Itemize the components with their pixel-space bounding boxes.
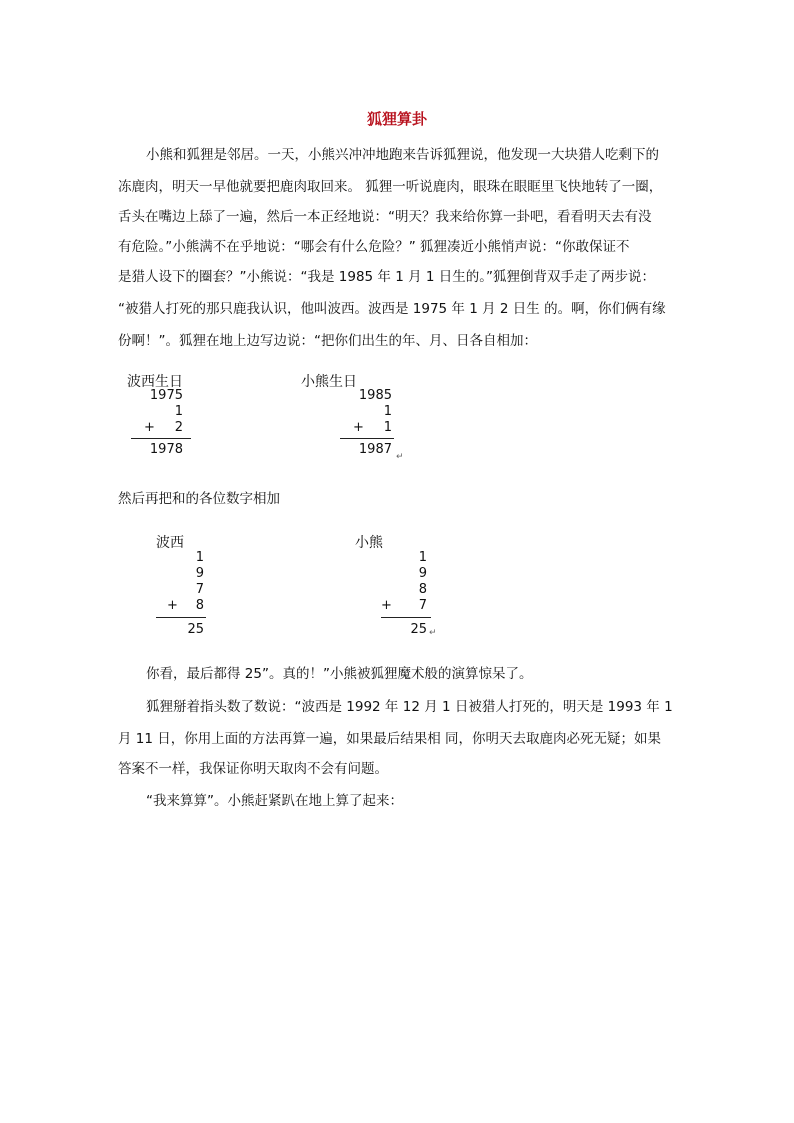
calc-result: 25 xyxy=(187,622,204,637)
calc-number: 2 xyxy=(174,420,183,435)
paragraph1-line-7: 份啊！”。狐狸在地上边写边说：“把你们出生的年、月、日各自相加： xyxy=(118,333,537,349)
calc-number: 8 xyxy=(195,598,204,613)
paragraph3-line-1: 狐狸掰着指头数了数说：“波西是 1992 年 12 月 1 日被猎人打死的，明天是 1993 年 1 xyxy=(146,699,673,715)
paragraph1-line-6: “被猎人打死的那只鹿我认识，他叫波西。波西是 1975 年 1 月 2 日生 的。啊，你们俩有缘 xyxy=(118,301,666,317)
document-title: 狐狸算卦 xyxy=(366,110,427,128)
paragraph1-line-1: 小熊和狐狸是邻居。一天，小熊兴冲冲地跑来告诉狐狸说，他发现一大块猎人吃剩下的 xyxy=(146,147,659,163)
calc-number: 8 xyxy=(418,582,427,597)
calc-number: 7 xyxy=(195,582,204,597)
middle-line: 然后再把和的各位数字相加 xyxy=(118,491,280,507)
sum-rule xyxy=(381,617,431,618)
paragraph3-line-3: 答案不一样，我保证你明天取肉不会有问题。 xyxy=(118,761,388,777)
calc-label-xiaoxiong: 小熊 xyxy=(355,535,383,551)
paragraph1-line-2: 冻鹿肉，明天一早他就要把鹿肉取回来。 狐狸一听说鹿肉，眼珠在眼眶里飞快地转了一圈， xyxy=(118,179,663,195)
plus-sign: + xyxy=(144,420,155,435)
calc-label-bosi-birthday: 波西生日 xyxy=(127,374,183,390)
sum-rule xyxy=(131,438,191,439)
plus-sign: + xyxy=(167,598,178,613)
calc-number: 1985 xyxy=(358,388,392,403)
paragraph2: 你看，最后都得 25”。真的！”小熊被狐狸魔术般的演算惊呆了。 xyxy=(146,666,533,682)
calc-number: 1 xyxy=(383,420,392,435)
calc-result: 1987 xyxy=(358,442,392,457)
calc-result: 1978 xyxy=(149,442,183,457)
paragraph4: “我来算算”。小熊赶紧趴在地上算了起来： xyxy=(146,793,403,809)
plus-sign: + xyxy=(381,598,392,613)
calc-number: 1975 xyxy=(149,388,183,403)
paragraph1-line-3: 舌头在嘴边上舔了一遍，然后一本正经地说：“明天？我来给你算一卦吧，看看明天去有没 xyxy=(118,209,652,225)
calc-number: 9 xyxy=(195,566,204,581)
calc-number: 1 xyxy=(174,404,183,419)
calc-number: 1 xyxy=(195,550,204,565)
calc-number: 7 xyxy=(418,598,427,613)
paragraph3-line-2: 月 11 日，你用上面的方法再算一遍，如果最后结果相 同，你明天去取鹿肉必死无疑；如果 xyxy=(118,731,662,747)
calc-label-xiaoxiong-birthday: 小熊生日 xyxy=(301,374,357,390)
sum-rule xyxy=(156,617,206,618)
paragraph-return-mark: ↵ xyxy=(396,452,404,462)
calc-number: 1 xyxy=(418,550,427,565)
calc-number: 9 xyxy=(418,566,427,581)
plus-sign: + xyxy=(353,420,364,435)
calc-result: 25 xyxy=(410,622,427,637)
paragraph1-line-4: 有危险。”小熊满不在乎地说：“哪会有什么危险？” 狐狸凑近小熊悄声说：“你敢保证不 xyxy=(118,239,630,255)
calc-label-bosi: 波西 xyxy=(156,535,184,551)
sum-rule xyxy=(340,438,394,439)
paragraph1-line-5: 是猎人设下的圈套？”小熊说：“我是 1985 年 1 月 1 日生的。”狐狸倒背双手走了两步说： xyxy=(118,269,656,285)
calc-number: 1 xyxy=(383,404,392,419)
paragraph-return-mark: ↵ xyxy=(429,628,437,638)
